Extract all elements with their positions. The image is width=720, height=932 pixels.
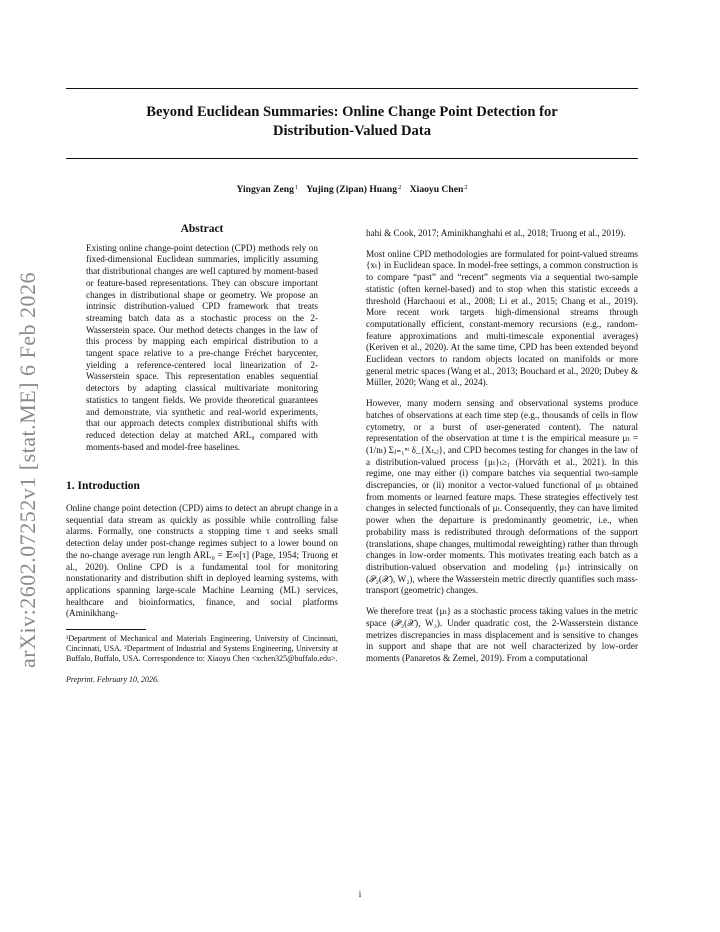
abstract-block [66,243,338,454]
title-line-2: Distribution-Valued Data [273,123,431,139]
preprint-note: Preprint. February 10, 2026. [66,674,160,684]
paper-title [66,103,638,141]
affiliation-footnote: ¹Department of Mechanical and Materials Engineering, University of Cincinnati, Cincinnati, USA. ²Department of Industrial and Systems Engineering, University at Buffalo, Buffalo, USA. Correspondence to: Xiaoyu Chen <xchen325@buffalo.edu>. [66,634,338,663]
right-column [366,228,638,674]
body-paragraph: hahi & Cook, 2017; Aminikhanghahi et al., 2018; Truong et al., 2019). [366,228,626,238]
arxiv-sidebar-identifier [8,250,48,690]
arxiv-id-text: arXiv:2602.07252v1 [stat.ME] 6 Feb 2026 [15,272,40,668]
abstract-text: Existing online change-point detection (CPD) methods rely on fixed-dimensional Euclidean summaries, implicitly assuming that distributional changes are well captured by moment-based or feature-based representations. They can obscure important changes in distributional shape or geometry. We propose an intrinsic distribution-valued CPD framework that treats streaming batch data as a stochastic process on the 2-Wasserstein space. Our method detects changes in the law of this process by mapping each empirical distribution to a tangent space relative to a pre-change Fréchet barycenter, yielding a reference-centered local linearization of 2-Wasserstein space. This representation enables sequential detectors by adapting classical multivariate monitoring statistics to tangent fields. We provide theoretical guarantees and demonstrate, via synthetic and real-world experiments, that our approach detects complex distributional shifts with reduced detection delay at matched ARL₀ compared with moments-based and model-free baselines. [86,242,318,452]
author-name: Xiaoyu Chen [409,184,464,195]
introduction-paragraph: Online change point detection (CPD) aims to detect an abrupt change in a sequential data stream as quickly as possible while controlling false alarms. Formally, one constructs a stopping time τ and seeks small detection delay under post-change regimes subject to a lower bound on the no-change average run length ARL₀ = 𝔼∞[τ] (Page, 1954; Truong et al., 2020). Online CPD is a fundamental tool for monitoring nonstationarity and distribution shift in deployed learning systems, with applications spanning large-scale Machine Learning (ML) services, healthcare and bioinformatics, finance, and social platforms (Aminikhang- [66,503,338,619]
body-paragraph: However, many modern sensing and observational systems produce batches of observations at each time step (e.g., thousands of cells in flow cytometry, or a burst of user-generated content). The natural representation of the observation at time t is the empirical measure μₜ = (1/nₜ) Σⱼ₌₁ⁿᵗ δ_{Xₜ,ⱼ}, and CPD becomes testing for changes in the law of a distribution-valued process {μₜ}ₜ≥₁ (Horváth et al., 2021). In this regime, one may either (i) compare batches via sequential two-sample discrepancies, or (ii) monitor a vector-valued functional of μₜ obtained from moments or learned feature maps. These strategies effectively test changes in selected functionals of μₜ. Consequently, they can have limited power when the departure is predominantly geometric, i.e., when probability mass is redistributed through deformations of the support (translations, shape changes, multimodal reweighting) rather than through changes in low-order moments. This motivates treating each batch as a distribution-valued observation and modeling {μₜ} intrinsically on (𝒫₂(𝒳), W₂), where the Wasserstein metric directly quantifies such mass-transport (geometric) changes. [366,398,638,596]
introduction-heading: 1. Introduction [66,480,140,493]
left-column [66,224,338,686]
body-paragraph: We therefore treat {μₜ} as a stochastic process taking values in the metric space (𝒫₂(𝒳), W₂). Under quadratic cost, the 2-Wasserstein distance metrizes discrepancies in mass displacement and is sensitive to changes in support and shape that are not well characterized by low-order moments (Panaretos & Zemel, 2019). From a computational [366,606,638,663]
abstract-heading: Abstract [180,223,224,235]
author-list [66,184,638,195]
title-bottom-rule [66,158,638,159]
footnote-rule [66,629,146,630]
body-paragraph: Most online CPD methodologies are formulated for point-valued streams {xₜ} in Euclidean space. In model-free settings, a common construction is to compare “past” and “recent” segments via a sequential two-sample statistic (often kernel-based) and to stop when this statistic exceeds a threshold (Harchaoui et al., 2008; Li et al., 2015; Chang et al., 2019). More recent work targets high-dimensional streams through computationally efficient, constant-memory recursions (e.g., random-feature approximations and multi-timescale exponential averages) (Keriven et al., 2020). At the same time, CPD has been extended beyond Euclidean vectors to random objects located on manifolds or more general metric spaces (Wang et al., 2013; Bouchard et al., 2020; Dubey & Müller, 2020; Wang et al., 2024). [366,248,638,388]
title-line-1: Beyond Euclidean Summaries: Online Change Point Detection for [146,104,558,120]
page-number: i [358,889,362,899]
author-affiliation: 2 [464,184,468,191]
author-name: Yingyan Zeng [236,184,294,195]
author-affiliation: 1 [294,184,299,191]
title-top-rule [66,88,638,89]
author-affiliation: 2 [398,184,402,191]
author-name: Yujing (Zipan) Huang [306,184,398,195]
